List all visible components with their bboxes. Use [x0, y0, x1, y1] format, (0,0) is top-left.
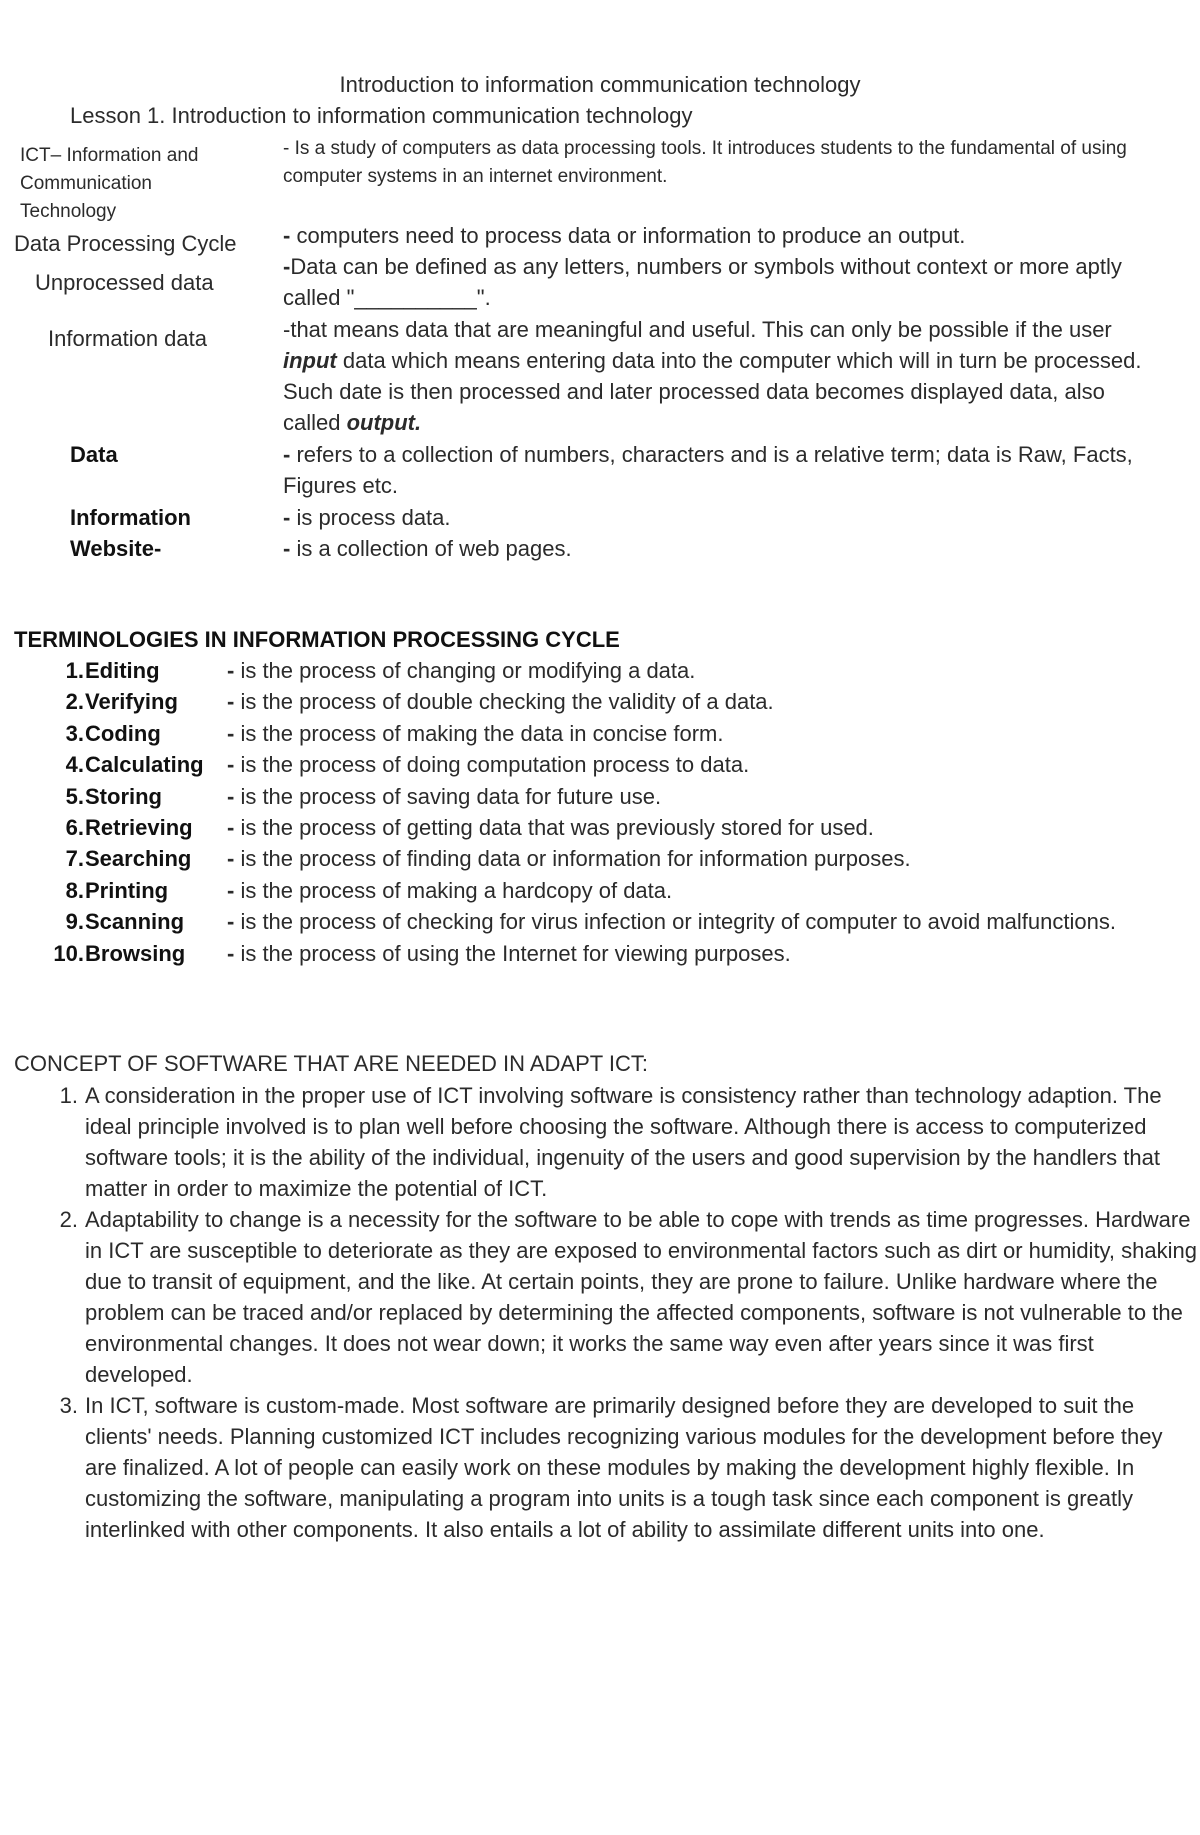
item-number: 2. [65, 689, 84, 715]
description-text: is the process of changing or modifying a data. [234, 658, 696, 683]
definition-website [283, 533, 1143, 564]
term-ict-line2: Communication [20, 173, 152, 194]
definition-dash: - [227, 752, 235, 778]
definition-dash: - [283, 254, 291, 279]
definition-data [283, 439, 1143, 501]
list-item [14, 843, 1194, 874]
output-keyword: output. [346, 410, 422, 435]
term-name: Printing [85, 877, 169, 903]
item-number: 5. [65, 783, 84, 809]
item-number: 10. [53, 940, 84, 966]
description-text: is the process of saving data for future use. [234, 783, 662, 809]
definition-text: refers to a collection of numbers, characters and is a relative term; data is Raw, Facts, Figures etc. [283, 442, 1133, 498]
item-number: 1. [59, 1083, 78, 1108]
definition-dash: - [227, 940, 235, 966]
input-keyword: input [283, 348, 337, 373]
description-text: is the process of finding data or information for information purposes. [234, 846, 911, 872]
item-number: 4. [65, 752, 84, 778]
term-data-processing-cycle: Data Processing Cycle [14, 231, 237, 256]
list-item [14, 781, 1194, 812]
list-item [14, 1204, 1197, 1390]
definition-dash: - [227, 846, 235, 872]
definition-dash: - [283, 536, 291, 561]
term-description [227, 781, 661, 812]
definition-ict: - Is a study of computers as data processing tools. It introduces students to the fundamental of using computer systems in an internet environment. [283, 138, 1127, 187]
list-item [14, 938, 1194, 969]
term-ict-line1: ICT– Information and [20, 145, 199, 166]
term-description [227, 843, 911, 874]
lesson-title: Lesson 1. Introduction to information communication technology [70, 103, 693, 128]
terminologies-heading: TERMINOLOGIES IN INFORMATION PROCESSING CYCLE [14, 627, 620, 652]
definition-text: is process data. [290, 505, 451, 530]
definition-information-data [283, 314, 1143, 438]
description-text: is the process of double checking the validity of a data. [234, 689, 774, 715]
terminologies-list [14, 655, 1194, 969]
term-name: Searching [85, 846, 192, 872]
definition-data-processing-cycle [283, 220, 1143, 251]
term-description [227, 655, 695, 686]
definition-dash: - [283, 223, 291, 248]
concept-text: Adaptability to change is a necessity for the software to be able to cope with trends as time progresses. Hardware in ICT are susceptible to deteriorate as they are exposed to environmental factors such as dirt or humidity, shaking due to transit of equipment, and the like. At certain points, they are prone to failure. Unlike hardware where the problem can be traced and/or replaced by determining the affected components, software is not vulnerable to the environmental changes. It does not wear down; it works the same way even after years since it was first developed. [85, 1207, 1197, 1387]
term-information-data: Information data [48, 326, 207, 351]
definition-text: data which means entering data into the computer which will in turn be processed. Such date is then processed and later processed data becomes displayed data, also called [283, 348, 1142, 435]
list-item [14, 875, 1194, 906]
term-name: Calculating [85, 752, 204, 778]
term-name: Editing [85, 658, 160, 683]
description-text: is the process of making a hardcopy of data. [234, 877, 673, 903]
list-item [14, 749, 1194, 780]
definition-dash: - [283, 442, 291, 467]
definition-dash: - [227, 689, 235, 715]
list-item [14, 1080, 1197, 1204]
definition-dash: - [227, 877, 235, 903]
term-description [227, 718, 723, 749]
term-description [227, 875, 672, 906]
definition-dash: - [227, 720, 235, 746]
definition-dash: - [227, 658, 235, 683]
definition-text: -that means data that are meaningful and useful. This can only be possible if the user [283, 317, 1112, 342]
definition-text: computers need to process data or information to produce an output. [290, 223, 966, 248]
concepts-list [14, 1080, 1197, 1545]
list-item [14, 718, 1194, 749]
term-data: Data [70, 442, 118, 467]
term-ict [20, 142, 198, 226]
definition-dash: - [227, 909, 235, 935]
term-name: Verifying [85, 689, 178, 715]
term-description [227, 906, 1116, 937]
item-number: 1. [65, 658, 84, 683]
description-text: is the process of checking for virus infection or integrity of computer to avoid malfunctions. [234, 909, 1116, 935]
list-item [14, 655, 1194, 686]
term-name: Scanning [85, 909, 185, 935]
concept-text: In ICT, software is custom-made. Most software are primarily designed before they are developed to suit the clients' needs. Planning customized ICT includes recognizing various modules for the development before they are finalized. A lot of people can easily work on these modules by making the development highly flexible. In customizing the software, manipulating a program into units is a tough task since each component is greatly interlinked with other components. It also entails a lot of ability to assimilate different units into one. [85, 1393, 1163, 1542]
item-number: 9. [65, 909, 84, 935]
term-description [227, 749, 749, 780]
definition-dash: - [283, 505, 291, 530]
definition-text: is a collection of web pages. [290, 536, 572, 561]
term-description [227, 938, 791, 969]
term-ict-line3: Technology [20, 201, 117, 222]
term-description [227, 686, 774, 717]
definition-dash: - [227, 783, 235, 809]
definition-unprocessed-data [283, 251, 1143, 313]
item-number: 2. [59, 1207, 78, 1232]
term-website: Website- [70, 536, 162, 561]
concepts-heading: CONCEPT OF SOFTWARE THAT ARE NEEDED IN ADAPT ICT: [14, 1051, 649, 1076]
description-text: is the process of making the data in concise form. [234, 720, 724, 746]
description-text: is the process of using the Internet for viewing purposes. [234, 940, 791, 966]
term-name: Coding [85, 720, 161, 746]
item-number: 3. [65, 720, 84, 746]
description-text: is the process of getting data that was previously stored for used. [234, 814, 874, 840]
concept-text: A consideration in the proper use of ICT involving software is consistency rather than technology adaption. The ideal principle involved is to plan well before choosing the software. Although there is access to computerized software tools; it is the ability of the individual, ingenuity of the users and good supervision by the handlers that matter in order to maximize the potential of ICT. [85, 1083, 1162, 1201]
list-item [14, 686, 1194, 717]
definition-information [283, 502, 1143, 533]
term-unprocessed-data: Unprocessed data [35, 270, 214, 295]
term-information: Information [70, 505, 191, 530]
list-item [14, 812, 1194, 843]
list-item [14, 906, 1194, 937]
definition-text: Data can be defined as any letters, numbers or symbols without context or more aptly called "__________". [283, 254, 1122, 310]
term-name: Storing [85, 783, 162, 809]
term-description [227, 812, 874, 843]
definition-dash: - [227, 814, 235, 840]
item-number: 8. [65, 877, 84, 903]
description-text: is the process of doing computation process to data. [234, 752, 750, 778]
list-item [14, 1390, 1197, 1545]
item-number: 6. [65, 814, 84, 840]
document-title: Introduction to information communication technology [339, 72, 861, 97]
item-number: 3. [59, 1393, 78, 1418]
term-name: Retrieving [85, 814, 193, 840]
term-name: Browsing [85, 940, 186, 966]
item-number: 7. [65, 846, 84, 872]
